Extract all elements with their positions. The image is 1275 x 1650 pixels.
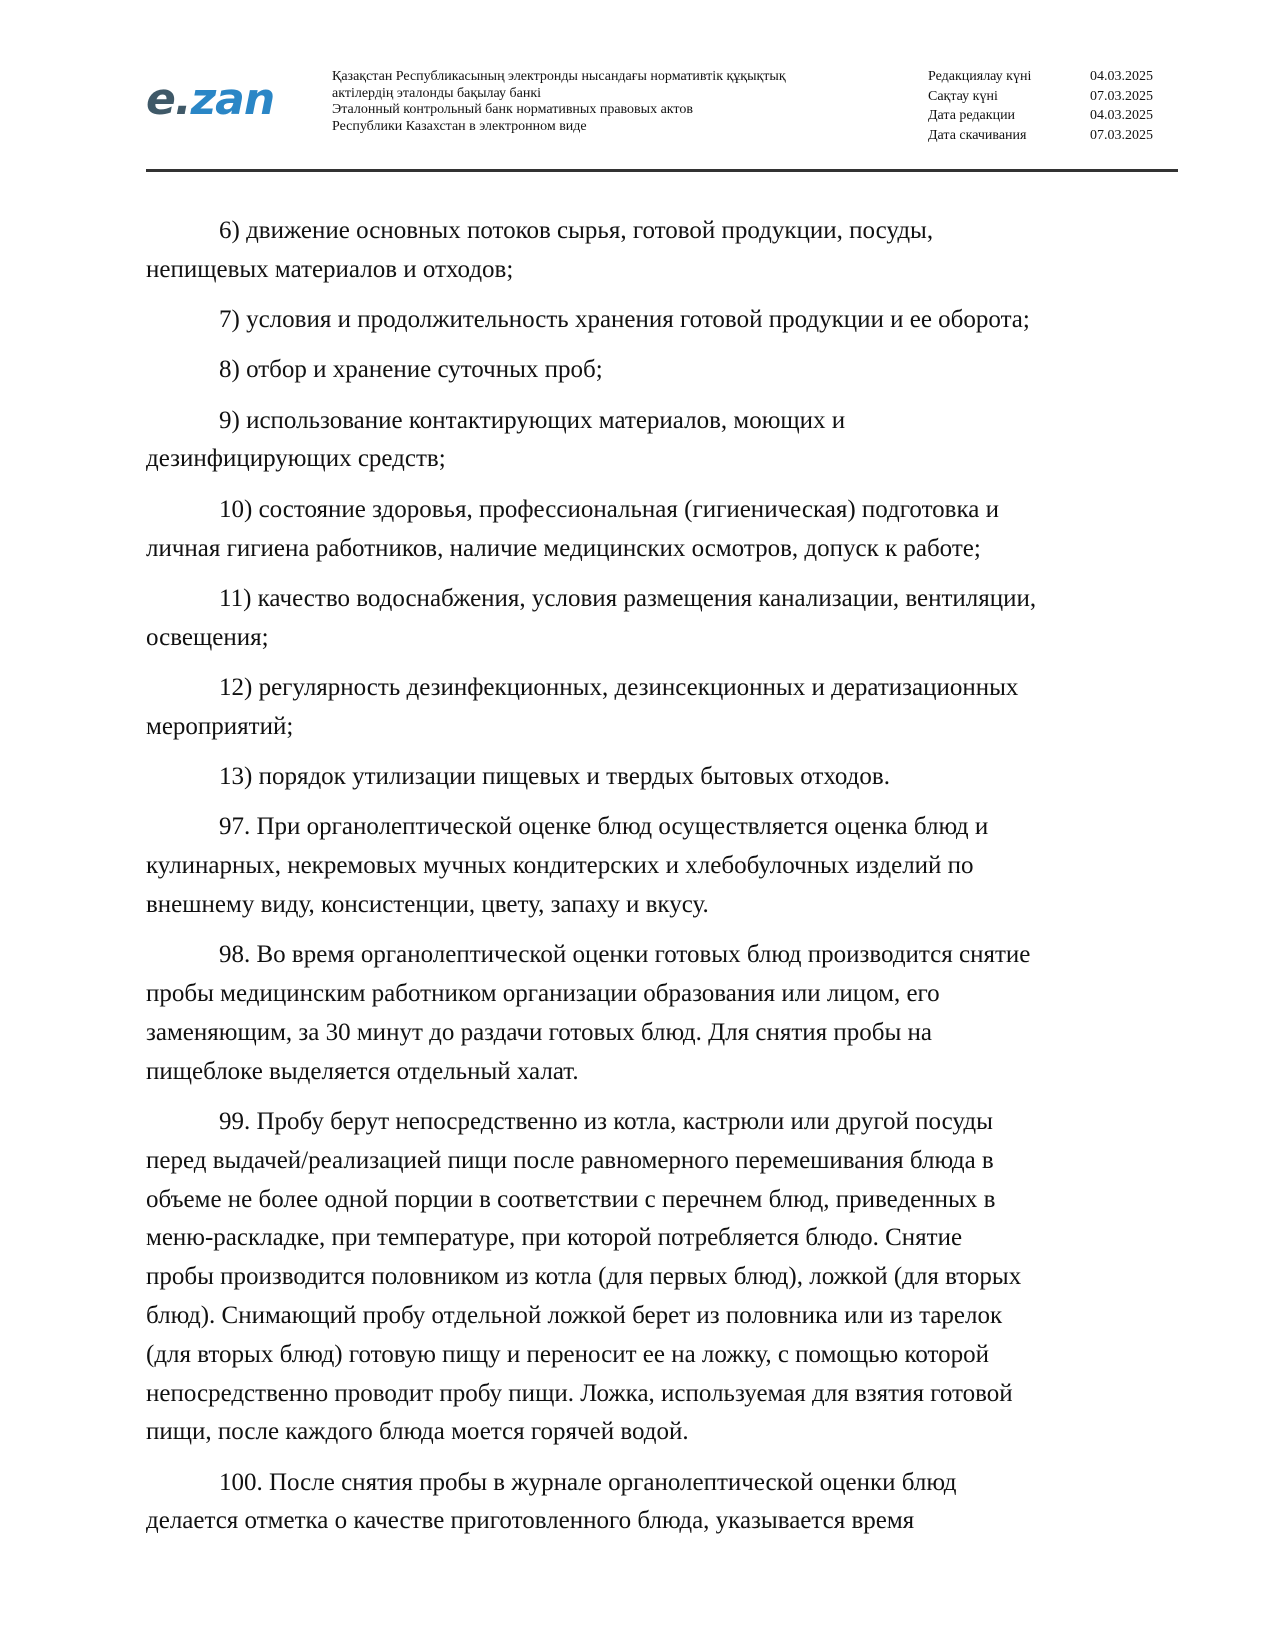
meta-value: 07.03.2025 [1090,88,1153,104]
text-line: внешнему виду, консистенции, цвету, запаху и вкусу. [146,890,709,918]
body-paragraph [146,758,1178,797]
meta-label: Дата скачивания [928,127,1027,143]
meta-label: Дата редакции [928,108,1016,123]
body-paragraph [146,808,1178,924]
text-line: 98. Во время органолептической оценки готовых блюд производится снятие [219,941,1031,969]
body-paragraph [146,491,1178,569]
meta-value: 04.03.2025 [1090,108,1153,123]
organization-name [332,69,892,135]
text-line: меню-раскладке, при температуре, при которой потребляется блюдо. Снятие [146,1224,963,1252]
text-line: 11) качество водоснабжения, условия размещения канализации, вентиляции, [219,584,1037,612]
logo-e: e [146,74,175,125]
meta-label: Редакциялау күні [928,69,1032,84]
text-line: дезинфицирующих средств; [146,445,446,473]
body-paragraph [146,1464,1178,1542]
body-paragraph [146,669,1178,747]
body-paragraph [146,351,1178,390]
org-line: Республики Казахстан в электронном виде [332,118,587,134]
text-line: непосредственно проводит пробу пищи. Ложка, используемая для взятия готовой [146,1379,1013,1407]
text-line: пищи, после каждого блюда моется горячей водой. [146,1418,689,1446]
text-line: 12) регулярность дезинфекционных, дезинсекционных и дератизационных [219,673,1019,701]
meta-row-edit-date-ru [928,106,1178,126]
text-line: 99. Пробу берут непосредственно из котла, кастрюли или другой посуды [219,1107,993,1135]
document-body [146,212,1178,1553]
body-paragraph [146,580,1178,658]
meta-value: 07.03.2025 [1090,127,1153,143]
body-paragraph [146,936,1178,1091]
text-line: 9) использование контактирующих материалов, моющих и [219,406,846,434]
meta-row-edit-date-kz [928,67,1178,87]
text-line: 97. При органолептической оценке блюд осуществляется оценка блюд и [219,813,989,841]
text-line: кулинарных, некремовых мучных кондитерских и хлебобулочных изделий по [146,852,974,880]
text-line: 8) отбор и хранение суточных проб; [219,356,603,384]
meta-row-download-date-ru [928,126,1178,146]
text-line: 100. После снятия пробы в журнале органолептической оценки блюд [219,1468,957,1496]
text-line: блюд). Снимающий пробу отдельной ложкой берет из половника или из тарелок [146,1301,1003,1329]
text-line: (для вторых блюд) готовую пищу и переносит ее на ложку, с помощью которой [146,1340,990,1368]
org-line: Эталонный контрольный банк нормативных правовых актов [332,102,693,117]
meta-value: 04.03.2025 [1090,69,1153,84]
text-line: непищевых материалов и отходов; [146,255,514,283]
document-dates [928,67,1178,145]
body-paragraph [146,212,1178,290]
document-header [146,60,1178,170]
text-line: 7) условия и продолжительность хранения готовой продукции и ее оборота; [219,306,1030,334]
text-line: пробы медицинским работником организации образования или лицом, его [146,980,940,1008]
body-paragraph [146,1103,1178,1452]
text-line: перед выдачей/реализацией пищи после равномерного перемешивания блюда в [146,1146,994,1174]
text-line: делается отметка о качестве приготовленного блюда, указывается время [146,1507,915,1535]
org-line: актілердің эталонды бақылау банкі [332,85,542,101]
text-line: 10) состояние здоровья, профессиональная (гигиеническая) подготовка и [219,495,999,523]
text-line: пищеблоке выделяется отдельный халат. [146,1057,579,1085]
text-line: 13) порядок утилизации пищевых и твердых бытовых отходов. [219,763,890,791]
text-line: заменяющим, за 30 минут до раздачи готовых блюд. Для снятия пробы на [146,1018,932,1046]
text-line: личная гигиена работников, наличие медицинских осмотров, допуск к работе; [146,534,981,562]
logo-zan: zan [190,74,275,125]
logo-dot: . [174,74,191,125]
meta-row-save-date-kz [928,87,1178,107]
body-paragraph [146,301,1178,340]
header-divider [146,169,1178,172]
meta-label: Сақтау күні [928,88,998,104]
ezan-logo[interactable] [146,74,275,125]
text-line: 6) движение основных потоков сырья, готовой продукции, посуды, [219,217,934,244]
text-line: освещения; [146,623,269,651]
text-line: объеме не более одной порции в соответствии с перечнем блюд, приведенных в [146,1185,996,1213]
text-line: мероприятий; [146,712,294,740]
text-line: пробы производится половником из котла (для первых блюд), ложкой (для вторых [146,1263,1022,1291]
body-paragraph [146,402,1178,480]
org-line: Қазақстан Республикасының электронды нысандағы нормативтік құқықтық [332,69,786,84]
